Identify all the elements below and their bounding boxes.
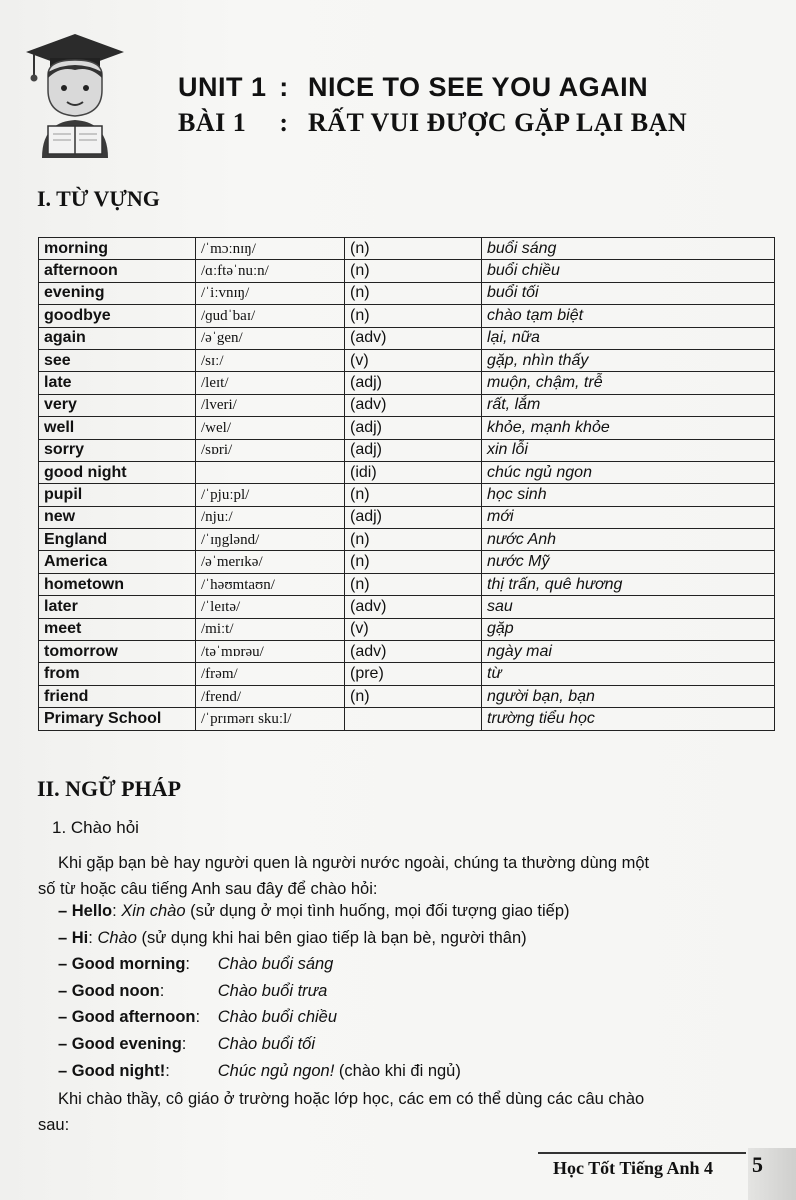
greeting-item [58, 1035, 315, 1054]
vocab-ipa: /sɪː/ [196, 349, 345, 371]
vocab-word: later [39, 596, 196, 618]
greeting-phrase: Good noon [71, 981, 160, 1000]
footer-rule [538, 1152, 746, 1154]
vocab-pos: (n) [345, 238, 482, 260]
table-row [39, 260, 775, 282]
vocab-pos: (adj) [345, 417, 482, 439]
vocab-meaning: nước Mỹ [482, 551, 775, 573]
page-number: 5 [752, 1152, 763, 1177]
outro-line-1: Khi chào thầy, cô giáo ở trường hoặc lớp học, các em có thể dùng các câu chào [58, 1090, 645, 1108]
vocab-ipa: /sɒri/ [196, 439, 345, 461]
vocab-ipa: /lveri/ [196, 394, 345, 416]
vocab-pos: (adv) [345, 327, 482, 349]
greeting-dash: – [58, 928, 72, 947]
greeting-dash: – [58, 1035, 72, 1053]
vocab-pos: (n) [345, 484, 482, 506]
vocab-word: meet [39, 618, 196, 640]
vocab-word: England [39, 529, 196, 551]
greeting-phrase: Hi [71, 928, 89, 947]
intro-line-2: số từ hoặc câu tiếng Anh sau đây để chào hỏi: [38, 880, 378, 898]
vocab-meaning: trường tiểu học [482, 708, 775, 730]
greeting-separator: : [159, 981, 165, 1000]
vocab-ipa: /frəm/ [196, 663, 345, 685]
greeting-phrase: Good morning [71, 955, 186, 974]
table-row [39, 596, 775, 618]
vocab-ipa: /wel/ [196, 417, 345, 439]
greeting-note: (chào khi đi ngủ) [334, 1061, 461, 1080]
greeting-dash: – [58, 1061, 72, 1080]
vocab-meaning: rất, lắm [482, 394, 775, 416]
footer-book-title: Học Tốt Tiếng Anh 4 [553, 1158, 714, 1178]
vocab-word: goodbye [39, 305, 196, 327]
vocab-ipa: /miːt/ [196, 618, 345, 640]
greeting-meaning: Chào buổi sáng [217, 955, 334, 974]
vocab-meaning: khỏe, mạnh khỏe [482, 417, 775, 439]
vocab-word: tomorrow [39, 641, 196, 663]
vocab-pos: (n) [345, 260, 482, 282]
greeting-dash: – [58, 1008, 72, 1027]
vocab-word: morning [39, 238, 196, 260]
table-row [39, 484, 775, 506]
vocab-meaning: gặp, nhìn thấy [482, 349, 775, 371]
greeting-meaning: Chúc ngủ ngon! [217, 1061, 335, 1080]
vocab-meaning: chào tạm biệt [482, 305, 775, 327]
greeting-separator: : [195, 1008, 201, 1027]
greeting-dash: – [58, 902, 72, 920]
greeting-item [58, 1008, 337, 1027]
unit-label: UNIT 1 [178, 72, 267, 102]
vocab-word: afternoon [39, 260, 196, 282]
table-row [39, 238, 775, 260]
unit-separator: : [279, 72, 289, 102]
vocab-pos: (n) [345, 529, 482, 551]
vocab-pos: (adj) [345, 439, 482, 461]
vocab-meaning: mới [482, 506, 775, 528]
grammar-section-title: II. NGỮ PHÁP [37, 776, 182, 801]
vocab-word: America [39, 551, 196, 573]
vocab-meaning: muộn, chậm, trễ [482, 372, 775, 394]
vocab-meaning: buổi chiều [482, 260, 775, 282]
vocab-ipa: /ˈiːvnɪŋ/ [196, 282, 345, 304]
vocab-meaning: lại, nữa [482, 327, 775, 349]
lesson-separator: : [279, 108, 289, 137]
vocab-word: evening [39, 282, 196, 304]
vocab-meaning: sau [482, 596, 775, 618]
table-row [39, 372, 775, 394]
greeting-meaning: Chào buổi trưa [217, 981, 328, 1000]
vocab-ipa: /frend/ [196, 685, 345, 707]
vocab-pos: (adj) [345, 372, 482, 394]
unit-title: NICE TO SEE YOU AGAIN [308, 72, 649, 102]
vocab-pos: (adv) [345, 641, 482, 663]
table-row [39, 349, 775, 371]
vocab-word: new [39, 506, 196, 528]
greeting-meaning: Chào [92, 928, 137, 947]
vocab-meaning: học sinh [482, 484, 775, 506]
greeting-meaning: Chào buổi chiều [217, 1008, 338, 1027]
greeting-separator: : [181, 1035, 187, 1053]
vocab-pos: (pre) [345, 663, 482, 685]
unit-heading [178, 72, 648, 103]
table-row [39, 529, 775, 551]
vocab-pos: (n) [345, 685, 482, 707]
vocab-meaning: buổi tối [482, 282, 775, 304]
vocab-pos: (idi) [345, 461, 482, 483]
table-row [39, 551, 775, 573]
vocab-ipa: /njuː/ [196, 506, 345, 528]
vocab-word: good night [39, 461, 196, 483]
greeting-item [58, 929, 527, 948]
vocab-meaning: chúc ngủ ngon [482, 461, 775, 483]
greeting-label [72, 955, 218, 974]
vocab-pos: (adj) [345, 506, 482, 528]
greeting-item [58, 902, 570, 921]
table-row [39, 327, 775, 349]
vocab-meaning: người bạn, bạn [482, 685, 775, 707]
vocab-word: hometown [39, 573, 196, 595]
greeting-label [72, 902, 117, 920]
vocabulary-section-title: I. TỪ VỰNG [37, 186, 160, 211]
vocab-pos: (v) [345, 349, 482, 371]
table-row [39, 439, 775, 461]
vocab-ipa: /əˈmerɪkə/ [196, 551, 345, 573]
greetings-subtitle: 1. Chào hỏi [52, 818, 139, 837]
vocab-pos: (adv) [345, 596, 482, 618]
table-row [39, 282, 775, 304]
vocab-meaning: buổi sáng [482, 238, 775, 260]
greeting-dash: – [58, 955, 72, 974]
greeting-separator: : [112, 902, 117, 920]
vocab-word: very [39, 394, 196, 416]
vocab-meaning: gặp [482, 618, 775, 640]
vocab-meaning: ngày mai [482, 641, 775, 663]
vocabulary-table [38, 237, 775, 731]
student-mascot-icon [20, 30, 130, 160]
greeting-item [58, 982, 327, 1001]
greeting-label [72, 982, 218, 1001]
greeting-label [72, 929, 93, 947]
table-row [39, 506, 775, 528]
greeting-note: (sử dụng ở mọi tình huống, mọi đối tượng giao tiếp) [185, 902, 570, 920]
vocab-pos: (n) [345, 573, 482, 595]
vocab-ipa: /ˈleɪtə/ [196, 596, 345, 618]
vocab-ipa: /ˈpjuːpl/ [196, 484, 345, 506]
table-row [39, 573, 775, 595]
greeting-dash: – [58, 981, 72, 1000]
vocab-ipa: /ɑːftəˈnuːn/ [196, 260, 345, 282]
table-row [39, 305, 775, 327]
vocab-pos: (n) [345, 551, 482, 573]
vocab-ipa: /ˈɪŋglənd/ [196, 529, 345, 551]
vocab-word: again [39, 327, 196, 349]
vocab-ipa: /ɡudˈbaɪ/ [196, 305, 345, 327]
vocab-word: sorry [39, 439, 196, 461]
greeting-label [72, 1062, 218, 1081]
table-row [39, 708, 775, 730]
greeting-meaning: Xin chào [116, 902, 186, 920]
vocab-word: friend [39, 685, 196, 707]
greeting-item [58, 955, 333, 974]
table-row [39, 685, 775, 707]
vocab-pos: (v) [345, 618, 482, 640]
table-row [39, 641, 775, 663]
vocab-word: late [39, 372, 196, 394]
vocab-ipa: /təˈmɒrəu/ [196, 641, 345, 663]
greeting-note: (sử dụng khi hai bên giao tiếp là bạn bè, người thân) [136, 928, 527, 947]
vocab-meaning: nước Anh [482, 529, 775, 551]
outro-line-2: sau: [38, 1116, 70, 1134]
greeting-phrase: Good night! [71, 1061, 166, 1080]
table-row [39, 394, 775, 416]
greeting-label [72, 1035, 218, 1054]
vocab-pos: (n) [345, 282, 482, 304]
vocab-word: from [39, 663, 196, 685]
vocab-ipa: /ˈmɔːnɪŋ/ [196, 238, 345, 260]
greeting-phrase: Good afternoon [71, 1008, 196, 1027]
vocab-ipa [196, 461, 345, 483]
lesson-label: BÀI 1 [178, 108, 247, 137]
greeting-separator: : [88, 928, 93, 947]
greeting-separator: : [185, 955, 191, 974]
vocab-pos [345, 708, 482, 730]
vocab-pos: (adv) [345, 394, 482, 416]
vocab-word: pupil [39, 484, 196, 506]
table-row [39, 461, 775, 483]
vocab-pos: (n) [345, 305, 482, 327]
vocab-word: well [39, 417, 196, 439]
vocab-ipa: /əˈgen/ [196, 327, 345, 349]
vocab-meaning: xin lỗi [482, 439, 775, 461]
vocab-ipa: /ˈprɪmərɪ skuːl/ [196, 708, 345, 730]
lesson-title: RẤT VUI ĐƯỢC GẶP LẠI BẠN [308, 108, 688, 137]
intro-line-1: Khi gặp bạn bè hay người quen là người nước ngoài, chúng ta thường dùng một [58, 854, 650, 872]
vocab-ipa: /leɪt/ [196, 372, 345, 394]
vocab-meaning: thị trấn, quê hương [482, 573, 775, 595]
greeting-separator: : [165, 1061, 170, 1080]
vocab-ipa: /ˈhəʊmtaʊn/ [196, 573, 345, 595]
greeting-label [72, 1008, 218, 1027]
vocab-word: Primary School [39, 708, 196, 730]
table-row [39, 663, 775, 685]
table-row [39, 618, 775, 640]
greeting-phrase: Hello [71, 902, 113, 920]
vocab-word: see [39, 349, 196, 371]
vocab-meaning: từ [482, 663, 775, 685]
table-row [39, 417, 775, 439]
lesson-heading [178, 108, 687, 138]
greeting-meaning: Chào buổi tối [217, 1035, 316, 1053]
greeting-item [58, 1062, 461, 1081]
greeting-phrase: Good evening [71, 1035, 182, 1053]
